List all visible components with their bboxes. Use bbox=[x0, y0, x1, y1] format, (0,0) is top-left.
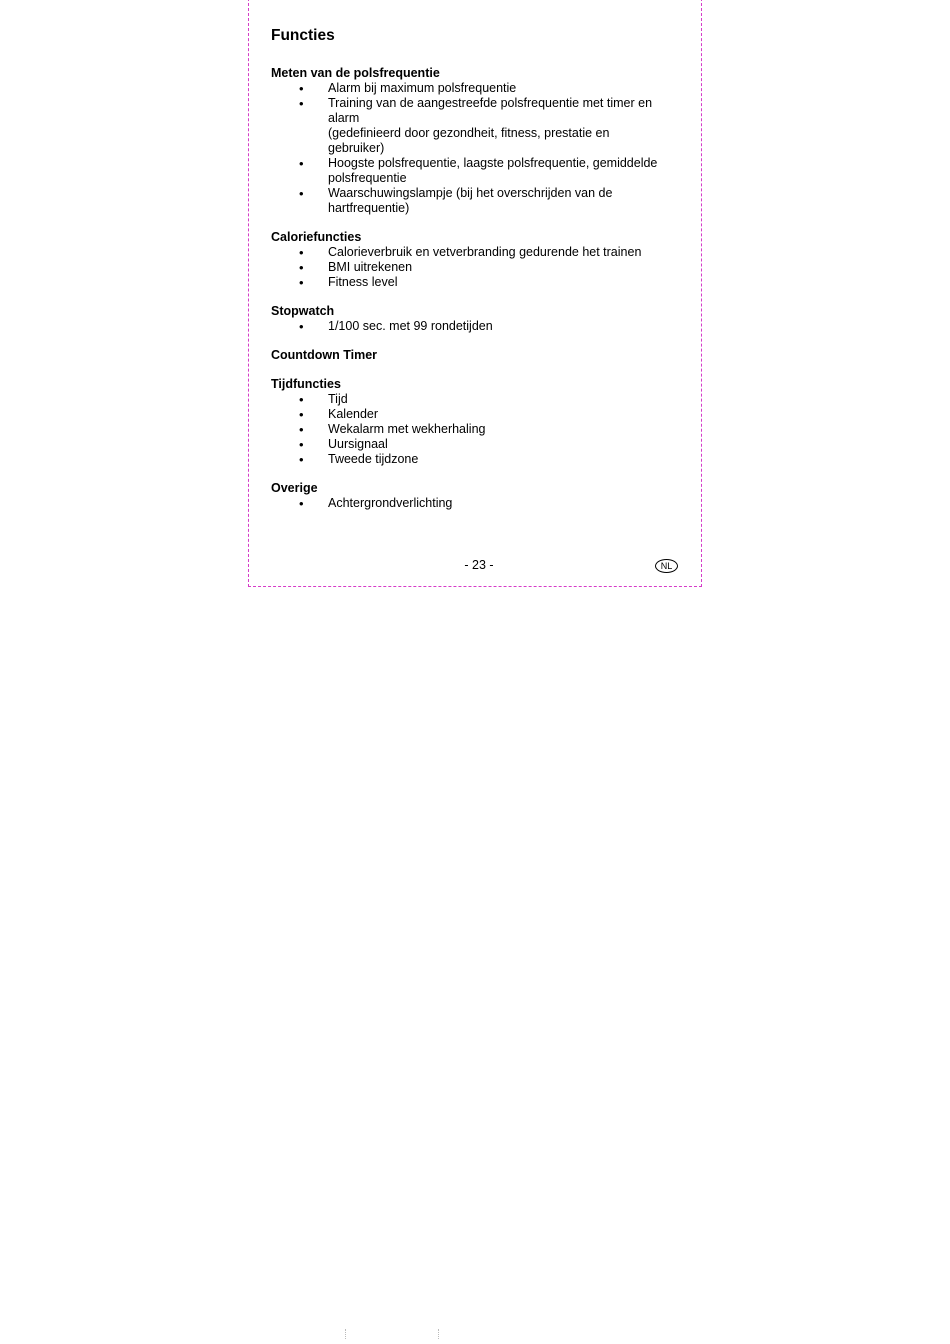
list-item: • Uursignaal bbox=[299, 437, 388, 452]
bullet-icon: • bbox=[299, 186, 304, 201]
document-content bbox=[271, 26, 681, 524]
bullet-icon: • bbox=[299, 392, 304, 407]
bullet-list bbox=[271, 392, 681, 467]
language-badge: NL bbox=[655, 559, 678, 573]
list-item: • Fitness level bbox=[299, 275, 398, 290]
bullet-icon: • bbox=[299, 422, 304, 437]
section-heading: Meten van de polsfrequentie bbox=[271, 66, 440, 80]
list-item: • Alarm bij maximum polsfrequentie bbox=[299, 81, 517, 96]
bullet-icon: • bbox=[299, 496, 304, 511]
bullet-list bbox=[271, 81, 681, 216]
list-item: • Waarschuwingslampje (bij het overschrijden van de hartfrequentie) bbox=[299, 186, 613, 215]
list-item: • 1/100 sec. met 99 rondetijden bbox=[299, 319, 493, 334]
section-heading: Caloriefuncties bbox=[271, 230, 362, 244]
list-item: • Tijd bbox=[299, 392, 348, 407]
page-number: - 23 - bbox=[464, 558, 494, 572]
scan-mark bbox=[438, 1329, 441, 1339]
bullet-list bbox=[271, 245, 681, 290]
list-item: • Hoogste polsfrequentie, laagste polsfrequentie, gemiddelde polsfrequentie bbox=[299, 156, 658, 185]
page-title: Functies bbox=[271, 27, 335, 44]
bullet-icon: • bbox=[299, 260, 304, 275]
section-other bbox=[271, 480, 681, 511]
bullet-icon: • bbox=[299, 407, 304, 422]
section-stopwatch bbox=[271, 303, 681, 334]
bullet-icon: • bbox=[299, 319, 304, 334]
bullet-icon: • bbox=[299, 275, 304, 290]
list-item: • Tweede tijdzone bbox=[299, 452, 419, 467]
bullet-icon: • bbox=[299, 96, 304, 111]
section-time bbox=[271, 376, 681, 467]
section-countdown bbox=[271, 347, 681, 363]
bullet-icon: • bbox=[299, 437, 304, 452]
bullet-list bbox=[271, 496, 681, 511]
bullet-icon: • bbox=[299, 245, 304, 260]
list-item: • BMI uitrekenen bbox=[299, 260, 413, 275]
list-item: • Achtergrondverlichting bbox=[299, 496, 453, 511]
section-pulse bbox=[271, 65, 681, 216]
list-item: • Kalender bbox=[299, 407, 379, 422]
bullet-icon: • bbox=[299, 156, 304, 171]
section-calories bbox=[271, 229, 681, 290]
bullet-icon: • bbox=[299, 81, 304, 96]
list-item: • Wekalarm met wekherhaling bbox=[299, 422, 486, 437]
section-heading: Countdown Timer bbox=[271, 348, 378, 362]
bullet-icon: • bbox=[299, 452, 304, 467]
list-item: • Calorieverbruik en vetverbranding gedurende het trainen bbox=[299, 245, 642, 260]
bullet-list bbox=[271, 319, 681, 334]
scan-mark bbox=[345, 1329, 348, 1339]
section-heading: Overige bbox=[271, 481, 318, 495]
section-heading: Stopwatch bbox=[271, 304, 335, 318]
section-heading: Tijdfuncties bbox=[271, 377, 341, 391]
list-item: • Training van de aangestreefde polsfrequentie met timer en alarm (gedefinieerd door gezondheit, fitness, prestatie en gebruiker) bbox=[299, 96, 653, 155]
